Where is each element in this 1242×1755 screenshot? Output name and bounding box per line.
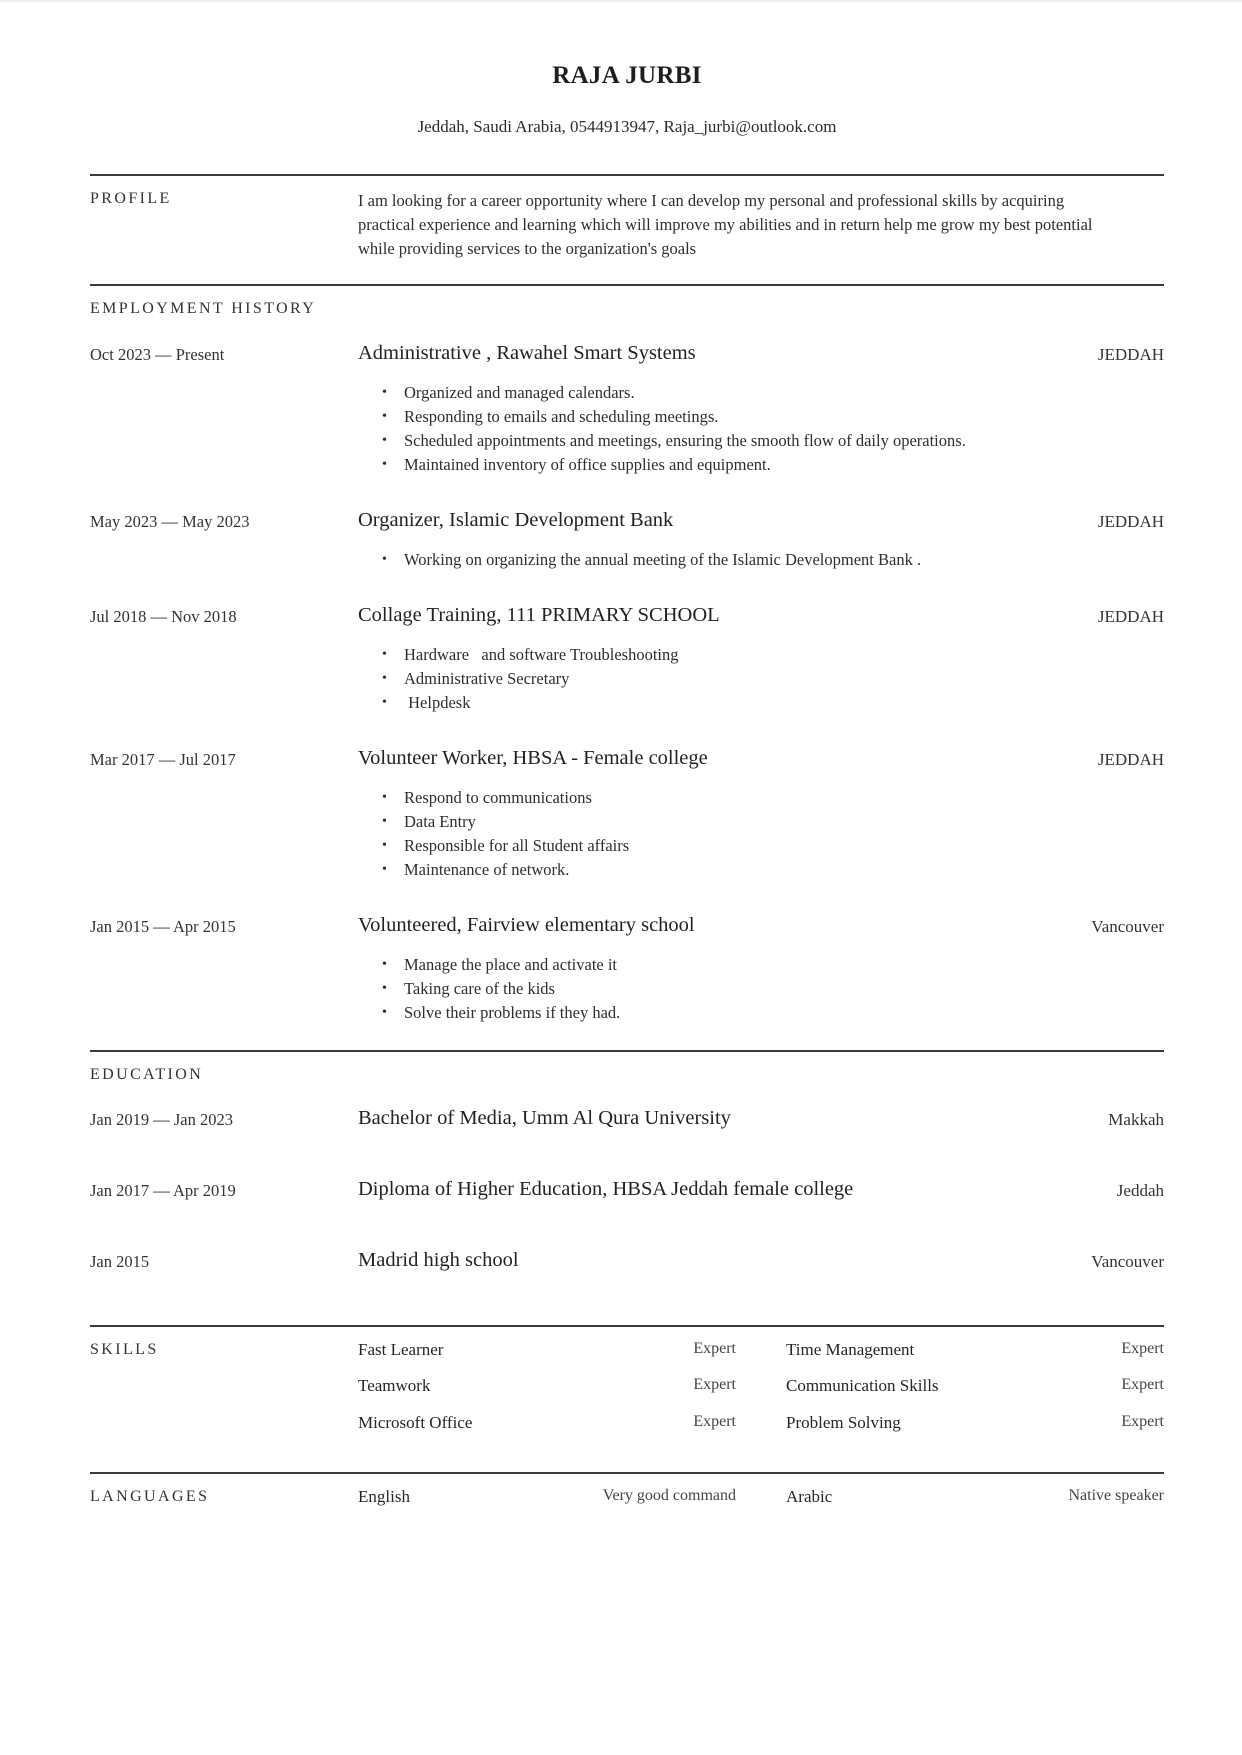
entry-title: Collage Training, 111 PRIMARY SCHOOL bbox=[358, 604, 720, 626]
entry-date: Jan 2015 — Apr 2015 bbox=[90, 917, 236, 936]
entry-date: Oct 2023 — Present bbox=[90, 345, 225, 364]
bullet-item: • Respond to communications bbox=[404, 786, 629, 810]
entry-title: Volunteered, Fairview elementary school bbox=[358, 914, 695, 936]
entry-date: Mar 2017 — Jul 2017 bbox=[90, 750, 236, 769]
skill-name: Problem Solving bbox=[786, 1413, 901, 1432]
entry-location: JEDDAH bbox=[1097, 750, 1164, 769]
bullet-item: • Organized and managed calendars. bbox=[404, 381, 966, 405]
profile-line: practical experience and learning which will improve my abilities and in return help me grow my best potential bbox=[358, 215, 1093, 234]
section-divider bbox=[90, 284, 1164, 286]
skill-name: Teamwork bbox=[358, 1376, 431, 1395]
skill-level: Expert bbox=[693, 1413, 736, 1430]
bullet-item: • Maintenance of network. bbox=[404, 858, 629, 882]
entry-location: Vancouver bbox=[1091, 1252, 1164, 1271]
bullet-item: • Helpdesk bbox=[404, 691, 679, 715]
entry-bullets bbox=[358, 548, 921, 572]
entry-location: Makkah bbox=[1108, 1110, 1164, 1129]
bullet-item: • Working on organizing the annual meeting of the Islamic Development Bank . bbox=[404, 548, 921, 572]
entry-bullets bbox=[358, 786, 629, 882]
entry-bullets bbox=[358, 381, 966, 477]
top-border bbox=[0, 0, 1242, 2]
skills-heading: SKILLS bbox=[90, 1341, 159, 1358]
candidate-name: RAJA JURBI bbox=[552, 62, 702, 89]
bullet-item: • Responsible for all Student affairs bbox=[404, 834, 629, 858]
skill-level: Expert bbox=[693, 1340, 736, 1357]
section-divider bbox=[90, 1050, 1164, 1052]
skill-level: Expert bbox=[693, 1376, 736, 1393]
profile-line: while providing services to the organization's goals bbox=[358, 239, 697, 258]
entry-title: Bachelor of Media, Umm Al Qura University bbox=[358, 1107, 731, 1129]
skills-row bbox=[358, 1340, 1164, 1364]
entry-title: Volunteer Worker, HBSA - Female college bbox=[358, 747, 708, 769]
entry-bullets bbox=[358, 643, 679, 715]
bullet-item: • Maintained inventory of office supplies and equipment. bbox=[404, 453, 966, 477]
profile-summary bbox=[358, 189, 1164, 261]
entry-title: Madrid high school bbox=[358, 1249, 519, 1271]
bullet-item: • Hardware and software Troubleshooting bbox=[404, 643, 679, 667]
language-name: English bbox=[358, 1487, 410, 1506]
entry-date: May 2023 — May 2023 bbox=[90, 512, 250, 531]
bullet-item: • Solve their problems if they had. bbox=[404, 1001, 620, 1025]
entry-date: Jan 2017 — Apr 2019 bbox=[90, 1181, 236, 1200]
entry-title: Organizer, Islamic Development Bank bbox=[358, 509, 674, 531]
skill-level: Expert bbox=[1121, 1376, 1164, 1393]
entry-date: Jan 2015 bbox=[90, 1252, 150, 1271]
bullet-item: • Taking care of the kids bbox=[404, 977, 620, 1001]
entry-title: Diploma of Higher Education, HBSA Jeddah female college bbox=[358, 1178, 854, 1200]
bullet-item: • Data Entry bbox=[404, 810, 629, 834]
skill-name: Fast Learner bbox=[358, 1340, 444, 1359]
bullet-item: • Administrative Secretary bbox=[404, 667, 679, 691]
entry-location: Vancouver bbox=[1091, 917, 1164, 936]
entry-location: Jeddah bbox=[1116, 1181, 1164, 1200]
education-heading: EDUCATION bbox=[90, 1066, 204, 1083]
skill-name: Microsoft Office bbox=[358, 1413, 473, 1432]
entry-date: Jul 2018 — Nov 2018 bbox=[90, 607, 237, 626]
languages-row bbox=[358, 1487, 1164, 1511]
section-divider bbox=[90, 1325, 1164, 1327]
profile-line: I am looking for a career opportunity where I can develop my personal and professional skills by acquiring bbox=[358, 191, 1065, 210]
skill-name: Time Management bbox=[786, 1340, 915, 1359]
language-name: Arabic bbox=[786, 1487, 833, 1506]
entry-title: Administrative , Rawahel Smart Systems bbox=[358, 342, 696, 364]
bullet-item: • Responding to emails and scheduling meetings. bbox=[404, 405, 966, 429]
profile-heading: PROFILE bbox=[90, 190, 172, 207]
section-divider bbox=[90, 1472, 1164, 1474]
skills-row bbox=[358, 1376, 1164, 1400]
skills-row bbox=[358, 1413, 1164, 1437]
section-divider bbox=[90, 174, 1164, 176]
entry-location: JEDDAH bbox=[1097, 345, 1164, 364]
language-level: Native speaker bbox=[1068, 1487, 1164, 1504]
languages-heading: LANGUAGES bbox=[90, 1488, 210, 1505]
skill-level: Expert bbox=[1121, 1413, 1164, 1430]
bullet-item: • Scheduled appointments and meetings, ensuring the smooth flow of daily operations. bbox=[404, 429, 966, 453]
employment-heading: EMPLOYMENT HISTORY bbox=[90, 300, 317, 317]
entry-location: JEDDAH bbox=[1097, 607, 1164, 626]
language-level: Very good command bbox=[602, 1487, 736, 1504]
entry-date: Jan 2019 — Jan 2023 bbox=[90, 1110, 233, 1129]
contact-info: Jeddah, Saudi Arabia, 0544913947, Raja_jurbi@outlook.com bbox=[417, 117, 837, 136]
skill-level: Expert bbox=[1121, 1340, 1164, 1357]
entry-bullets bbox=[358, 953, 620, 1025]
entry-location: JEDDAH bbox=[1097, 512, 1164, 531]
bullet-item: • Manage the place and activate it bbox=[404, 953, 620, 977]
skill-name: Communication Skills bbox=[786, 1376, 939, 1395]
